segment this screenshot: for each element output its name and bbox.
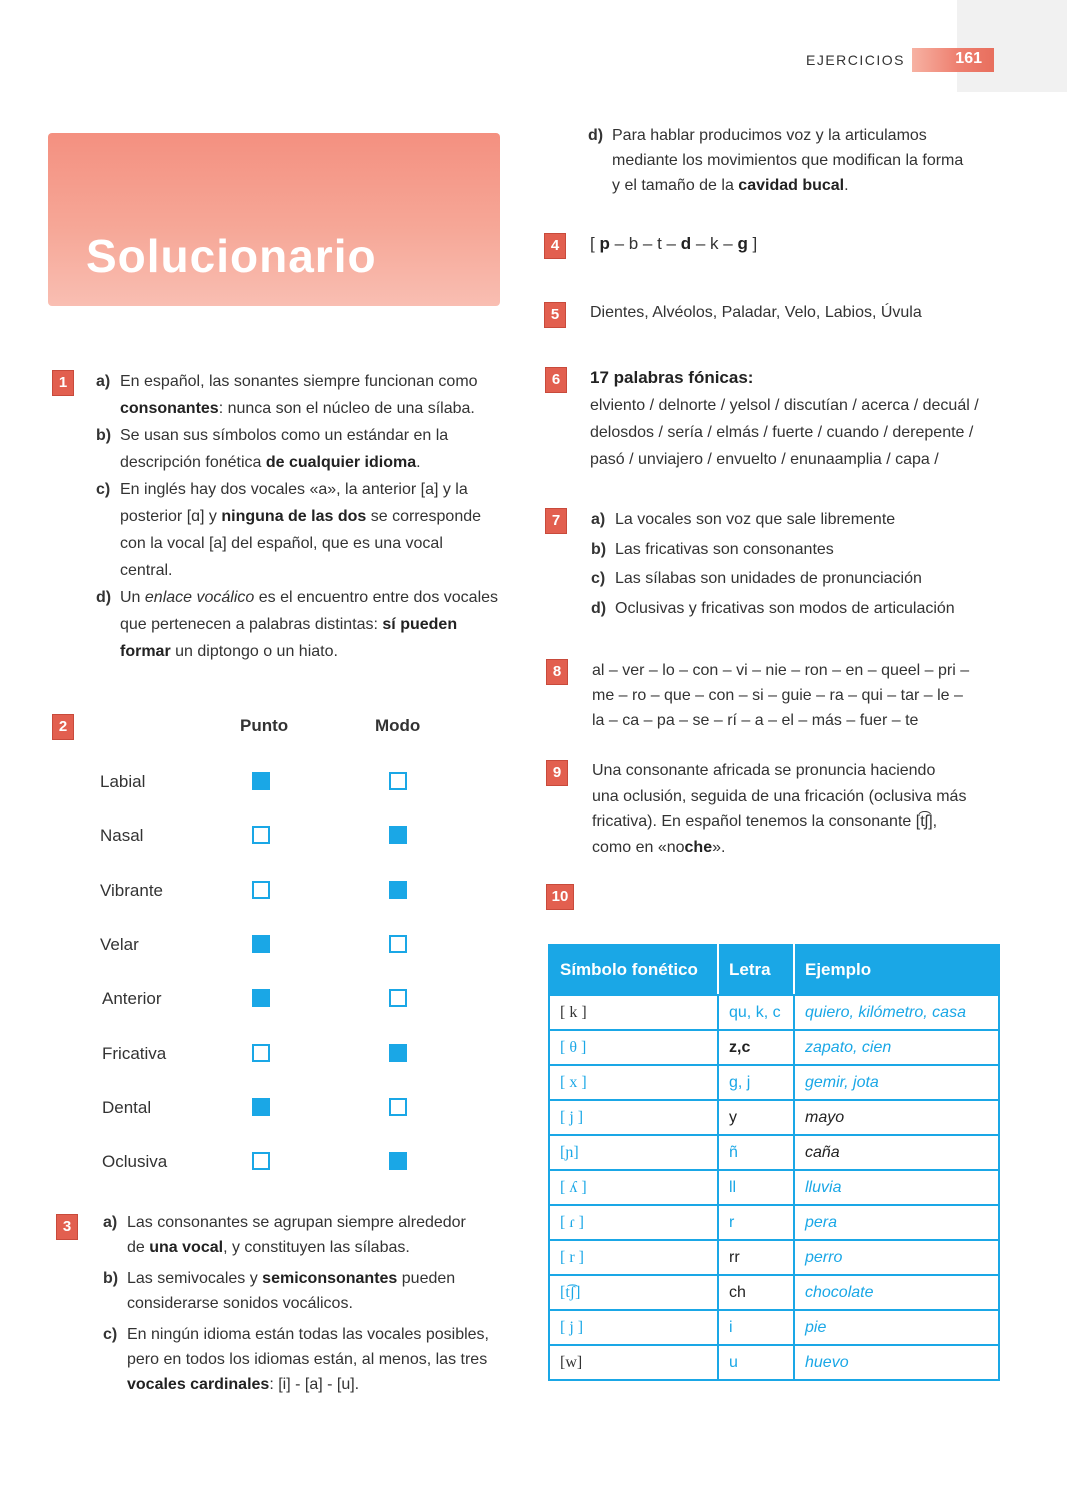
phonetic-symbol: [ r ] (549, 1240, 718, 1275)
punto-checkbox[interactable] (252, 1152, 270, 1170)
letter-cell: rr (718, 1240, 794, 1275)
punto-checkbox[interactable] (252, 935, 270, 953)
phonetic-symbol: [ j ] (549, 1100, 718, 1135)
example-cell: pie (794, 1310, 999, 1345)
exercise-1 (96, 368, 516, 665)
grid-row-label: Fricativa (102, 1043, 167, 1063)
example-cell: perro (794, 1240, 999, 1275)
cont-item-d-text: d) Para hablar producimos voz y la articulamos mediante los movimientos que modifican la forma y el tamaño de la cavidad bucal. (588, 127, 964, 194)
page-number-bar (912, 48, 994, 72)
table-row (549, 1030, 999, 1065)
example-cell: zapato, cien (794, 1030, 999, 1065)
table-row (549, 1100, 999, 1135)
grid-row-label: Dental (102, 1097, 152, 1117)
example-cell: quiero, kilómetro, casa (794, 995, 999, 1030)
page-title: Solucionario (86, 230, 377, 282)
exercise-badge-2: 2 (52, 714, 74, 740)
table-row (549, 1310, 999, 1345)
ex1-item-a: a) En español, las sonantes siempre funcionan como consonantes: nunca son el núcleo de una sílaba. (96, 373, 478, 417)
letter-cell: z,c (718, 1030, 794, 1065)
section-label: EJERCICIOS (806, 52, 906, 68)
ex7-item-d: d) Oclusivas y fricativas son modos de articulación (591, 599, 955, 617)
grid-row-label: Nasal (100, 826, 144, 846)
exercise-badge-10: 10 (546, 884, 574, 910)
grid-row-label: Oclusiva (102, 1152, 168, 1172)
header-ejemplo: Ejemplo (794, 945, 999, 995)
exercise-3 (103, 1210, 523, 1397)
phonetic-symbol: [ ɾ ] (549, 1205, 718, 1240)
column-header-modo: Modo (375, 716, 421, 735)
phonetic-symbol: [ ʎ ] (549, 1170, 718, 1205)
modo-checkbox[interactable] (389, 772, 407, 790)
exercise-badge-7: 7 (545, 508, 567, 534)
exercise-badge-3: 3 (56, 1214, 78, 1240)
table-row (549, 1170, 999, 1205)
phonetic-symbol: [ k ] (549, 995, 718, 1030)
letter-cell: y (718, 1100, 794, 1135)
exercise-7 (591, 505, 1011, 623)
modo-checkbox[interactable] (389, 881, 407, 899)
modo-checkbox[interactable] (389, 1152, 407, 1170)
exercise-badge-1: 1 (52, 370, 74, 396)
grid-row-label: Velar (100, 934, 139, 954)
phonetic-symbol: [ɲ] (549, 1135, 718, 1170)
title-banner (48, 133, 500, 306)
punto-checkbox[interactable] (252, 1098, 270, 1116)
table-row (549, 1240, 999, 1275)
ex7-item-c: c) Las sílabas son unidades de pronunciación (591, 570, 922, 587)
example-cell: lluvia (794, 1170, 999, 1205)
letter-cell: u (718, 1345, 794, 1380)
phonetic-symbol: [ x ] (549, 1065, 718, 1100)
ex3-item-b: b) Las semivocales y semiconsonantes pueden considerarse sonidos vocálicos. (103, 1270, 456, 1312)
exercise-badge-8: 8 (546, 659, 568, 685)
exercise-9: Una consonante africada se pronuncia haciendo una oclusión, seguida de una fricación (oclusiva más fricativa). En español tenemos la consonante [t͡ʃ], como en «noche». (592, 762, 967, 856)
phonetic-symbol: [ θ ] (549, 1030, 718, 1065)
page-corner-shade (957, 0, 1067, 92)
ex7-item-a: a) La vocales son voz que sale libremente (591, 511, 896, 528)
letter-cell: i (718, 1310, 794, 1345)
punto-checkbox[interactable] (252, 881, 270, 899)
continued-item-d (588, 123, 1008, 198)
ex1-item-b: b) Se usan sus símbolos como un estándar en la descripción fonética de cualquier idioma. (96, 427, 449, 471)
grid-row-label: Labial (100, 772, 146, 791)
modo-checkbox[interactable] (389, 826, 407, 844)
phonetic-symbol: [w] (549, 1345, 718, 1380)
letter-cell: r (718, 1205, 794, 1240)
exercise-badge-4: 4 (544, 233, 566, 259)
header-simbolo: Símbolo fonético (549, 945, 718, 995)
punto-checkbox[interactable] (252, 989, 270, 1007)
table-row (549, 995, 999, 1030)
exercise-6: 17 palabras fónicas: elviento / delnorte / yelsol / discutían / acerca / decuál / delosdos / sería / elmás / fuerte / cuando / derepente / pasó / unviajero / envuelto / enunaamplia / capa / (590, 368, 979, 468)
example-cell: caña (794, 1135, 999, 1170)
phonetic-table-header (549, 945, 999, 995)
table-row (549, 1345, 999, 1380)
punto-checkbox[interactable] (252, 772, 270, 790)
ex1-item-d: d) Un enlace vocálico es el encuentro entre dos vocales que pertenecen a palabras distintas: sí pueden formar un diptongo o un hiato. (96, 589, 499, 660)
exercise-4: [ p – b – t – d – k – g ] (590, 234, 758, 253)
page-number: 161 (955, 50, 982, 67)
exercise-8: al – ver – lo – con – vi – nie – ron – en – queel – pri – me – ro – que – con – si – guie – ra – qui – tar – le – la – ca – pa – se – rí – a – el – más – fuer – te (592, 662, 970, 729)
example-cell: gemir, jota (794, 1065, 999, 1100)
phonetic-symbol: [t͡ʃ] (549, 1275, 718, 1310)
header-letra: Letra (718, 945, 794, 995)
grid-row-label: Anterior (102, 989, 162, 1009)
exercise-badge-5: 5 (544, 302, 566, 328)
ex3-item-a: a) Las consonantes se agrupan siempre alrededor de una vocal, y constituyen las sílabas. (103, 1214, 466, 1256)
modo-checkbox[interactable] (389, 935, 407, 953)
ex1-item-c: c) En inglés hay dos vocales «a», la anterior [a] y la posterior [ɑ] y ninguna de las dos se corresponde con la vocal [a] del español, que es una vocal central. (96, 481, 482, 579)
example-cell: pera (794, 1205, 999, 1240)
punto-checkbox[interactable] (252, 1044, 270, 1062)
example-cell: mayo (794, 1100, 999, 1135)
example-cell: chocolate (794, 1275, 999, 1310)
table-row (549, 1135, 999, 1170)
ex3-item-c: c) En ningún idioma están todas las vocales posibles, pero en todos los idiomas están, al menos, las tres vocales cardinales: [i] - [a] - [u]. (103, 1326, 489, 1393)
phonetic-table (548, 944, 1000, 1381)
phonetic-symbol: [ j ] (549, 1310, 718, 1345)
letter-cell: ñ (718, 1135, 794, 1170)
letter-cell: qu, k, c (718, 995, 794, 1030)
table-row (549, 1205, 999, 1240)
column-header-punto: Punto (240, 716, 289, 735)
letter-cell: ch (718, 1275, 794, 1310)
letter-cell: g, j (718, 1065, 794, 1100)
modo-checkbox[interactable] (389, 1098, 407, 1116)
punto-checkbox[interactable] (252, 826, 270, 844)
ex7-item-b: b) Las fricativas son consonantes (591, 540, 834, 558)
letter-cell: ll (718, 1170, 794, 1205)
exercise-5: Dientes, Alvéolos, Paladar, Velo, Labios, Úvula (590, 304, 922, 321)
grid-row-label: Vibrante (100, 880, 164, 900)
modo-checkbox[interactable] (389, 1044, 407, 1062)
table-row (549, 1065, 999, 1100)
exercise-badge-6: 6 (545, 367, 567, 393)
table-row (549, 1275, 999, 1310)
example-cell: huevo (794, 1345, 999, 1380)
modo-checkbox[interactable] (389, 989, 407, 1007)
exercise-badge-9: 9 (546, 760, 568, 786)
